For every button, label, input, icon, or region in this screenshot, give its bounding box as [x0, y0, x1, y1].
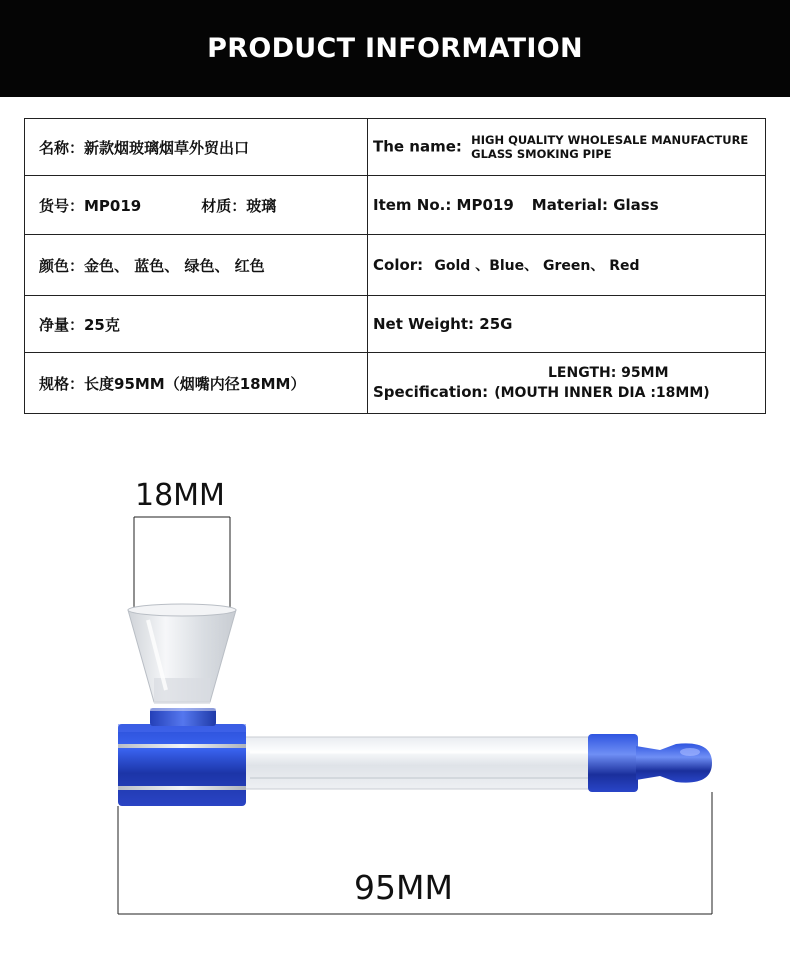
blue-mouthpiece-tip: [636, 743, 712, 782]
spec-dia: (MOUTH INNER DIA :18MM): [494, 385, 710, 401]
product-figure: [0, 440, 790, 952]
name-value-line2: GLASS SMOKING PIPE: [471, 147, 612, 161]
color-en-cell: [368, 235, 766, 296]
name-label: The name:: [373, 137, 462, 156]
table-row: [25, 176, 766, 235]
spec-length: LENGTH: 95MM: [548, 365, 669, 381]
silver-band-bottom: [118, 786, 246, 790]
spec-en-cell: [368, 353, 766, 414]
table-row: [25, 296, 766, 353]
name-en-cell: [368, 119, 766, 176]
material-en: Material: Glass: [531, 196, 659, 214]
color-label: Color:: [373, 256, 424, 274]
blue-base-cylinder: [118, 724, 246, 806]
silver-band-top: [118, 744, 246, 748]
table-row: [25, 353, 766, 414]
color-cn-cell: 颜色：金色、 蓝色、 绿色、 红色: [25, 235, 368, 296]
name-value: [471, 133, 748, 161]
item-cn-cell: [25, 176, 368, 235]
product-info-table: [24, 118, 766, 414]
spec-cn-cell: 规格：长度95MM（烟嘴内径18MM）: [25, 353, 368, 414]
blue-mouth-cap: [588, 734, 638, 792]
mouth-diameter-label: 18MM: [135, 478, 225, 513]
glass-tube: [240, 737, 595, 789]
item-no-en: Item No.: MP019: [373, 196, 514, 214]
table-row: [25, 119, 766, 176]
name-cn-cell: 名称：新款烟玻璃烟草外贸出口: [25, 119, 368, 176]
material-cn: 材质：玻璃: [201, 196, 277, 215]
name-value-line1: HIGH QUALITY WHOLESALE MANUFACTURE: [471, 133, 749, 147]
weight-cn-cell: 净量：25克: [25, 296, 368, 353]
item-en-cell: [368, 176, 766, 235]
table-row: [25, 235, 766, 296]
item-no-cn: 货号：MP019: [39, 196, 142, 215]
color-value: Gold 、Blue、 Green、 Red: [434, 258, 640, 274]
header-banner: [0, 0, 790, 97]
page-title: PRODUCT INFORMATION: [207, 33, 583, 64]
weight-en-cell: Net Weight: 25G: [368, 296, 766, 353]
length-label: 95MM: [354, 868, 453, 907]
spec-label: Specification:: [373, 383, 489, 401]
